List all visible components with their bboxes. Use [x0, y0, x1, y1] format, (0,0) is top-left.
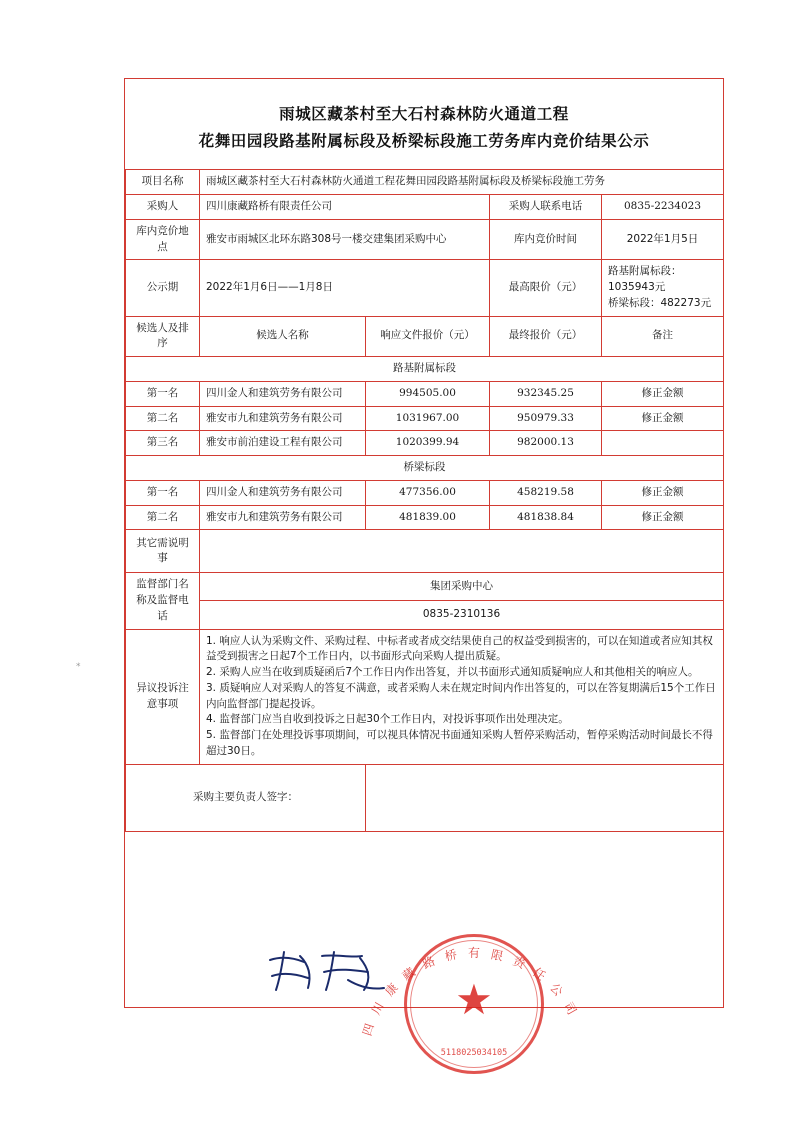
candidate-name-cell: 雅安市九和建筑劳务有限公司 — [200, 406, 366, 431]
response-price-cell: 1031967.00 — [366, 406, 490, 431]
remark-cell: 修正金额 — [602, 406, 724, 431]
max-price-value — [602, 260, 724, 316]
candidate-label: 候选人及排序 — [126, 316, 200, 357]
max-price-line-2: 桥梁标段：482273元 — [608, 296, 712, 309]
table-row-supervisor-name — [126, 573, 724, 601]
document-title — [125, 79, 723, 169]
complaint-item: 5. 监督部门在处理投诉事项期间，可以视具体情况书面通知采购人暂停采购活动，暂停采购活动时间最长不得超过30日。 — [206, 729, 713, 757]
bidding-time-value: 2022年1月5日 — [602, 219, 724, 260]
buyer-contact-value: 0835-2234023 — [602, 195, 724, 220]
remark-cell: 修正金额 — [602, 480, 724, 505]
place-label: 库内竞价地点 — [126, 219, 200, 260]
section-title-bridge: 桥梁标段 — [126, 456, 724, 481]
final-price-cell: 458219.58 — [490, 480, 602, 505]
buyer-value: 四川康藏路桥有限责任公司 — [200, 195, 490, 220]
column-final-price: 最终报价（元） — [490, 316, 602, 357]
table-row-place-time — [126, 219, 724, 260]
final-price-cell: 932345.25 — [490, 381, 602, 406]
signature-area — [366, 764, 724, 831]
final-price-cell: 982000.13 — [490, 431, 602, 456]
form-frame — [124, 78, 724, 1008]
buyer-label: 采购人 — [126, 195, 200, 220]
column-candidate-name: 候选人名称 — [200, 316, 366, 357]
table-row-section-title — [126, 357, 724, 382]
column-response-price: 响应文件报价（元） — [366, 316, 490, 357]
column-remark: 备注 — [602, 316, 724, 357]
signature-label: 采购主要负责人签字： — [126, 764, 366, 831]
remark-cell: 修正金额 — [602, 381, 724, 406]
section-title-roadbed: 路基附属标段 — [126, 357, 724, 382]
table-row-project-name — [126, 170, 724, 195]
project-name-label: 项目名称 — [126, 170, 200, 195]
margin-mark: * — [76, 662, 81, 672]
notice-period-value: 2022年1月6日——1月8日 — [200, 260, 490, 316]
complaint-item: 2. 采购人应当在收到质疑函后7个工作日内作出答复，并以书面形式通知质疑响应人和其他相关的响应人。 — [206, 666, 699, 678]
other-note-label: 其它需说明事 — [126, 530, 200, 573]
response-price-cell: 481839.00 — [366, 505, 490, 530]
rank-cell: 第三名 — [126, 431, 200, 456]
candidate-name-cell: 四川金人和建筑劳务有限公司 — [200, 480, 366, 505]
final-price-cell: 481838.84 — [490, 505, 602, 530]
table-row-notice-maxprice — [126, 260, 724, 316]
complaint-items — [200, 629, 724, 764]
complaint-item: 1. 响应人认为采购文件、采购过程、中标者或者成交结果使自己的权益受到损害的，可以在知道或者应知其权益受到损害之日起7个工作日内，以书面形式向采购人提出质疑。 — [206, 634, 713, 663]
response-price-cell: 1020399.94 — [366, 431, 490, 456]
candidate-name-cell: 雅安市前泊建设工程有限公司 — [200, 431, 366, 456]
supervisor-phone-value: 0835-2310136 — [200, 601, 724, 629]
response-price-cell: 477356.00 — [366, 480, 490, 505]
notice-period-label: 公示期 — [126, 260, 200, 316]
table-row-section-title — [126, 456, 724, 481]
table-row-buyer — [126, 195, 724, 220]
table-row-complaint — [126, 629, 724, 764]
complaint-item: 4. 监督部门应当自收到投诉之日起30个工作日内，对投诉事项作出处理决定。 — [206, 713, 569, 726]
remark-cell — [602, 431, 724, 456]
rank-cell: 第二名 — [126, 505, 200, 530]
table-row — [126, 381, 724, 406]
table-row-supervisor-phone — [126, 601, 724, 629]
rank-cell: 第一名 — [126, 381, 200, 406]
announcement-table — [125, 169, 724, 831]
candidate-name-cell: 四川金人和建筑劳务有限公司 — [200, 381, 366, 406]
max-price-label: 最高限价（元） — [490, 260, 602, 316]
seal-text-ring: 四 川 康 藏 路 桥 有 限 责 任 公 司 — [359, 946, 580, 1038]
table-row-candidate-header — [126, 316, 724, 357]
other-note-value — [200, 530, 724, 573]
title-line-1: 雨城区藏茶村至大石村森林防火通道工程 — [279, 105, 569, 123]
seal-code: 5118025034105 — [440, 1048, 508, 1058]
table-row — [126, 505, 724, 530]
place-value: 雅安市雨城区北环东路308号一楼交建集团采购中心 — [200, 219, 490, 260]
rank-cell: 第二名 — [126, 406, 200, 431]
table-row — [126, 406, 724, 431]
buyer-contact-label: 采购人联系电话 — [490, 195, 602, 220]
table-row-signature — [126, 764, 724, 831]
supervisor-name-value: 集团采购中心 — [200, 573, 724, 601]
title-line-2: 花舞田园段路基附属标段及桥梁标段施工劳务库内竞价结果公示 — [198, 132, 650, 151]
table-row — [126, 480, 724, 505]
complaint-item: 3. 质疑响应人对采购人的答复不满意，或者采购人未在规定时间内作出答复的，可以在答复期满后15个工作日内向监督部门提起投诉。 — [206, 681, 716, 710]
rank-cell: 第一名 — [126, 480, 200, 505]
project-name-value: 雨城区藏茶村至大石村森林防火通道工程花舞田园段路基附属标段及桥梁标段施工劳务 — [200, 170, 724, 195]
max-price-line-1: 路基附属标段：1035943元 — [608, 265, 682, 293]
candidate-name-cell: 雅安市九和建筑劳务有限公司 — [200, 505, 366, 530]
table-row — [126, 431, 724, 456]
table-row-other-note — [126, 530, 724, 573]
complaint-label: 异议投诉注意事项 — [126, 629, 200, 764]
bidding-time-label: 库内竞价时间 — [490, 219, 602, 260]
supervisor-label: 监督部门名称及监督电话 — [126, 573, 200, 629]
final-price-cell: 950979.33 — [490, 406, 602, 431]
remark-cell: 修正金额 — [602, 505, 724, 530]
star-icon: ★ — [455, 974, 493, 1024]
response-price-cell: 994505.00 — [366, 381, 490, 406]
